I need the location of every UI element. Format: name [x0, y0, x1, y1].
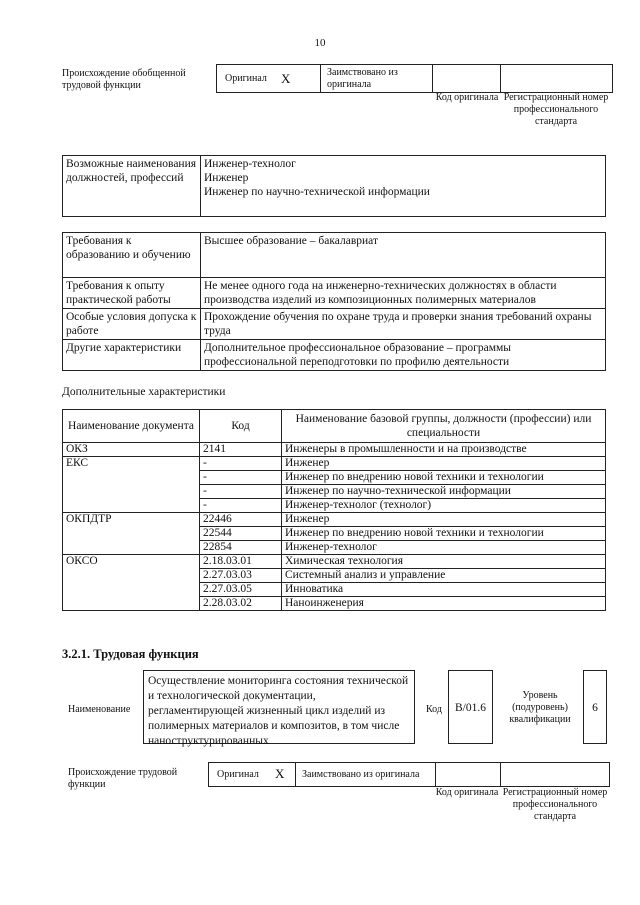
code-cell: 2.18.03.01 — [200, 555, 282, 569]
origin2-label: Происхождение трудовой функции — [68, 767, 178, 790]
position-item: Инженер по научно-технической информации — [204, 186, 430, 198]
code-cell: 22446 — [200, 513, 282, 527]
name-cell: Инноватика — [282, 583, 606, 597]
req-label: Требования к опыту практической работы — [63, 278, 201, 309]
function-name-label: Наименование — [68, 704, 131, 715]
header-code: Код — [200, 410, 282, 443]
origin-label: Происхождение обобщенной трудовой функции — [62, 68, 186, 91]
code-cell: - — [200, 499, 282, 513]
function-name-value: Осуществление мониторинга состояния технической и технологической документации, регламентирующей жизненный цикл изделий из полимерных материалов и композитов, в том числе наноструктурированных — [143, 670, 415, 744]
code-cell: - — [200, 471, 282, 485]
origin2-box — [208, 762, 610, 787]
req-label: Требования к образованию и обучению — [63, 233, 201, 278]
origin2-reg-caption: Регистрационный номер профессионального стандарта — [502, 787, 608, 822]
function-code-value: B/01.6 — [448, 670, 493, 744]
name-cell: Наноинженерия — [282, 597, 606, 611]
position-item: Инженер — [204, 172, 249, 184]
section-heading: 3.2.1. Трудовая функция — [62, 647, 199, 661]
positions-label: Возможные наименования должностей, профессий — [63, 156, 201, 217]
requirements-table — [62, 232, 606, 371]
doc-name: ОКЗ — [63, 443, 200, 457]
origin-borrowed: Заимствовано из оригинала — [327, 67, 398, 90]
code-cell: 22544 — [200, 527, 282, 541]
header-name: Наименование базовой группы, должности (профессии) или специальности — [282, 410, 606, 443]
req-value: Дополнительное профессиональное образование – программы профессиональной переподготовки по профилю деятельности — [201, 340, 606, 371]
req-value: Не менее одного года на инженерно-технических должностях в области производства изделий из композиционных полимерных материалов — [201, 278, 606, 309]
code-cell: - — [200, 485, 282, 499]
code-cell: 2141 — [200, 443, 282, 457]
header-document: Наименование документа — [63, 410, 200, 443]
function-code-label: Код — [426, 704, 442, 715]
code-cell: 2.27.03.03 — [200, 569, 282, 583]
doc-name: ЕКС — [63, 457, 200, 513]
code-cell: - — [200, 457, 282, 471]
position-item: Инженер-технолог — [204, 158, 296, 170]
name-cell: Инженер по внедрению новой техники и технологии — [282, 527, 606, 541]
name-cell: Системный анализ и управление — [282, 569, 606, 583]
origin2-original: Оригинал — [217, 769, 259, 780]
req-value: Высшее образование – бакалавриат — [201, 233, 606, 278]
doc-name: ОКПДТР — [63, 513, 200, 555]
function-level-label: Уровень (подуровень) квалификации — [509, 690, 571, 725]
origin-reg-caption: Регистрационный номер профессионального стандарта — [503, 92, 609, 127]
additional-table — [62, 409, 606, 611]
name-cell: Инженеры в промышленности и на производстве — [282, 443, 606, 457]
origin2-code-caption: Код оригинала — [435, 787, 499, 798]
additional-title: Дополнительные характеристики — [62, 386, 226, 398]
name-cell: Инженер по научно-технической информации — [282, 485, 606, 499]
function-level-value: 6 — [583, 670, 607, 744]
code-cell: 2.27.03.05 — [200, 583, 282, 597]
positions-table — [62, 155, 606, 217]
name-cell: Инженер — [282, 513, 606, 527]
origin-original: Оригинал — [225, 73, 267, 84]
code-cell: 2.28.03.02 — [200, 597, 282, 611]
origin-box — [216, 64, 613, 93]
req-label: Особые условия допуска к работе — [63, 309, 201, 340]
origin2-mark: X — [275, 766, 285, 781]
name-cell: Инженер — [282, 457, 606, 471]
origin2-borrowed: Заимствовано из оригинала — [302, 769, 420, 780]
name-cell: Химическая технология — [282, 555, 606, 569]
name-cell: Инженер-технолог (технолог) — [282, 499, 606, 513]
origin-mark: X — [281, 71, 291, 86]
name-cell: Инженер по внедрению новой техники и технологии — [282, 471, 606, 485]
doc-name: ОКСО — [63, 555, 200, 611]
code-cell: 22854 — [200, 541, 282, 555]
req-label: Другие характеристики — [63, 340, 201, 371]
page-number: 10 — [314, 37, 326, 49]
origin-code-caption: Код оригинала — [435, 92, 499, 103]
req-value: Прохождение обучения по охране труда и проверки знания требований охраны труда — [201, 309, 606, 340]
name-cell: Инженер-технолог — [282, 541, 606, 555]
